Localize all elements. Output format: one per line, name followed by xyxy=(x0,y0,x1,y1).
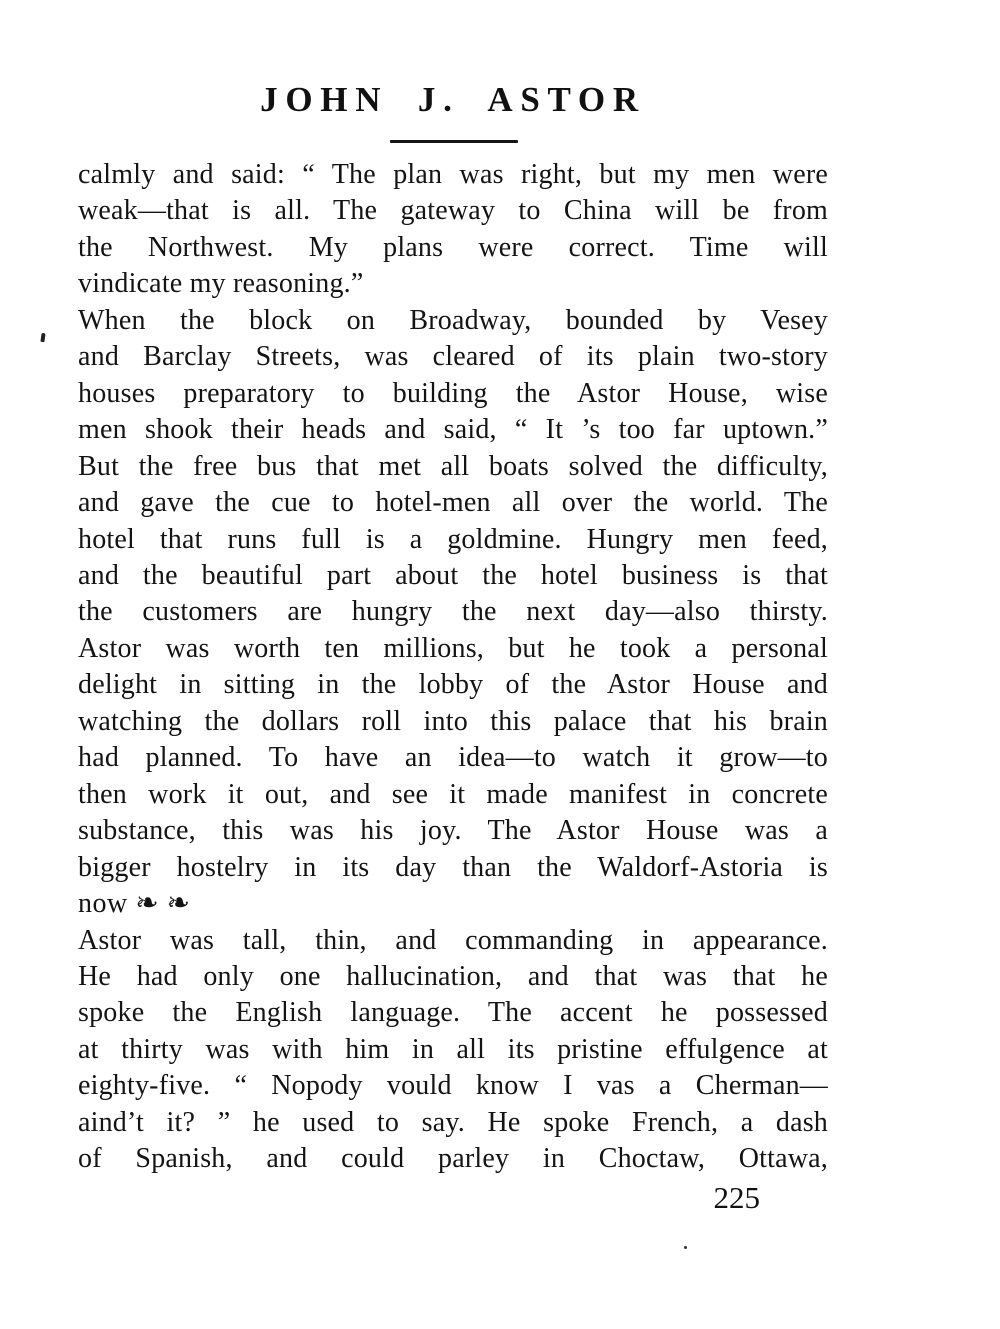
ink-speck xyxy=(684,1246,687,1249)
text-line: at thirty was with him in all its pristine effulgence at xyxy=(78,1033,828,1065)
page-title: JOHN J. ASTOR xyxy=(260,80,646,119)
text-line: men shook their heads and said, “ It ’s too far uptown.” xyxy=(78,414,828,446)
title-rule-divider xyxy=(390,140,518,143)
text-line: vindicate my reasoning.” xyxy=(78,268,364,300)
text-line: He had only one hallucination, and that was that he xyxy=(78,960,828,992)
text-line: of Spanish, and could parley in Choctaw, Ottawa, xyxy=(78,1143,828,1175)
text-line: bigger hostelry in its day than the Waldorf-Astoria is xyxy=(78,851,828,883)
text-line: Astor was worth ten millions, but he took a personal xyxy=(78,632,828,664)
text-line: calmly and said: “ The plan was right, but my men were xyxy=(78,159,828,190)
page-number: 225 xyxy=(713,1180,760,1215)
ink-speck xyxy=(40,333,45,342)
body-text xyxy=(78,157,828,1178)
text-line: the customers are hungry the next day—also thirsty. xyxy=(78,596,828,628)
text-line: and the beautiful part about the hotel business is that xyxy=(78,559,828,591)
text-line: eighty-five. “ Nopody vould know I vas a Cherman— xyxy=(78,1070,828,1102)
text-line: When the block on Broadway, bounded by Vesey xyxy=(78,304,828,336)
text-line: aind’t it? ” he used to say. He spoke French, a dash xyxy=(78,1106,828,1138)
text-line: hotel that runs full is a goldmine. Hungry men feed, xyxy=(78,523,828,555)
text-line: But the free bus that met all boats solved the difficulty, xyxy=(78,450,828,482)
text-line: then work it out, and see it made manifest in concrete xyxy=(78,778,828,810)
text-line: the Northwest. My plans were correct. Time will xyxy=(78,231,828,263)
text-line: spoke the English language. The accent he possessed xyxy=(78,997,828,1029)
text-line: now ❧ ❧ xyxy=(78,888,191,920)
text-line: weak—that is all. The gateway to China will be from xyxy=(78,195,828,227)
text-line: had planned. To have an idea—to watch it grow—to xyxy=(78,742,828,774)
text-line: delight in sitting in the lobby of the Astor House and xyxy=(78,669,828,701)
text-line: and Barclay Streets, was cleared of its plain two-story xyxy=(78,341,828,373)
text-line: substance, this was his joy. The Astor House was a xyxy=(78,815,828,847)
text-line: Astor was tall, thin, and commanding in appearance. xyxy=(78,924,828,956)
text-line: houses preparatory to building the Astor House, wise xyxy=(78,377,828,409)
text-line: watching the dollars roll into this palace that his brain xyxy=(78,705,828,737)
text-line: and gave the cue to hotel-men all over the world. The xyxy=(78,487,828,519)
